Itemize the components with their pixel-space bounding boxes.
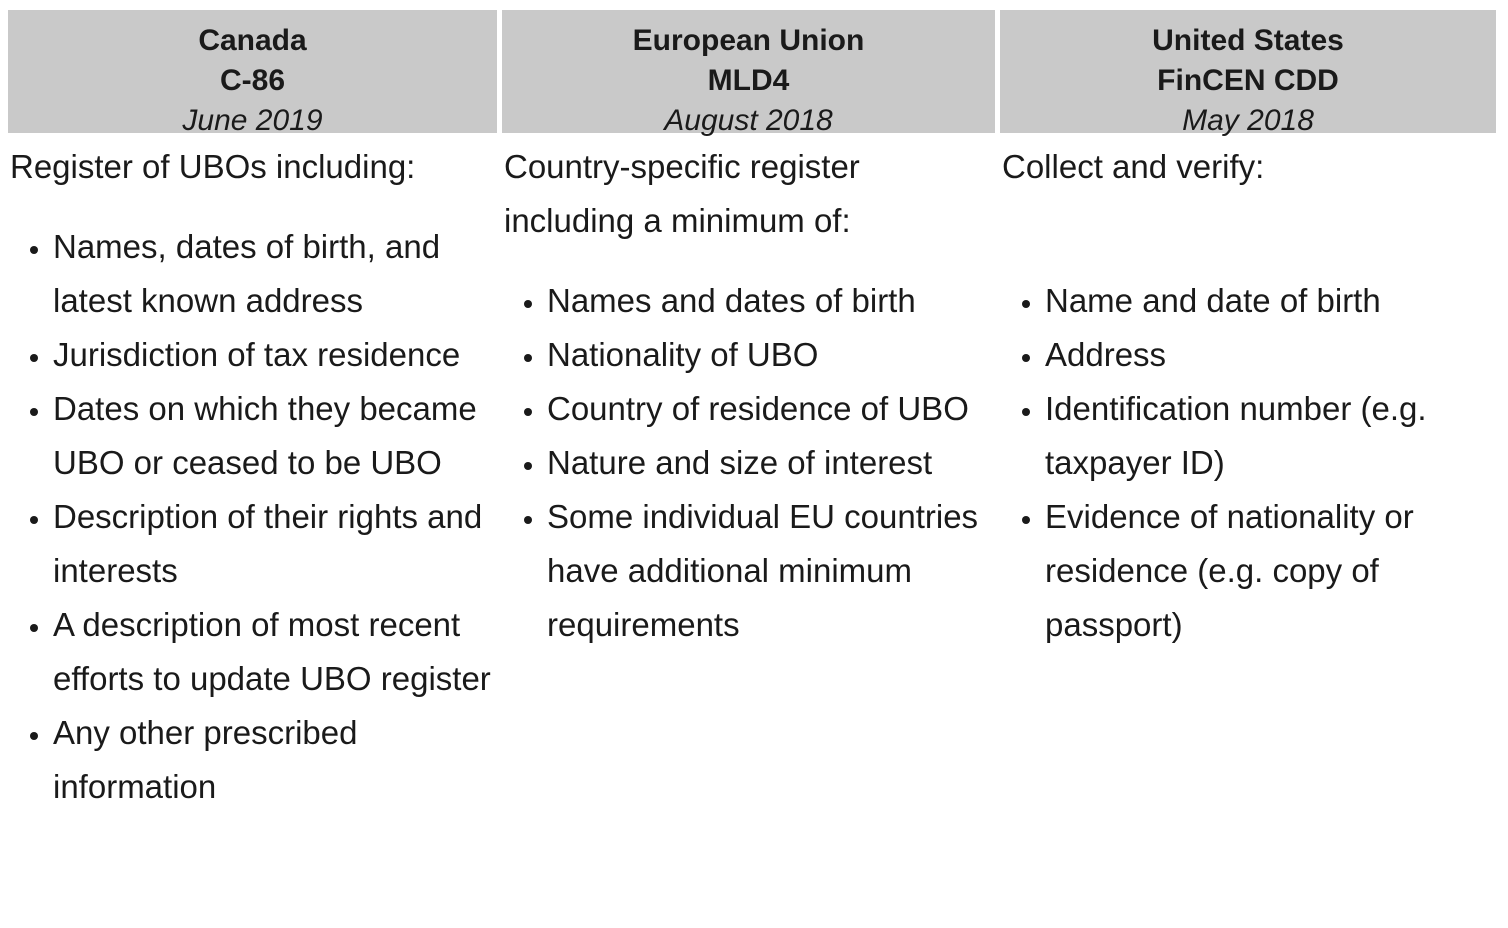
law-name: FinCEN CDD [1157, 64, 1339, 97]
list-item: • Dates on which they became UBO or ceased to be UBO [53, 382, 497, 490]
header-canada [8, 10, 497, 137]
list-item: • Address [1045, 328, 1496, 382]
spacer [8, 194, 497, 220]
list-item: • Names, dates of birth, and latest known address [53, 220, 497, 328]
requirements-list [1000, 274, 1496, 652]
list-item: • Identification number (e.g. taxpayer ID) [1045, 382, 1496, 490]
spacer [1000, 194, 1496, 274]
list-item: • Jurisdiction of tax residence [53, 328, 497, 382]
list-item: • Any other prescribed information [53, 706, 497, 814]
effective-date: June 2019 [182, 104, 323, 137]
list-item: • Country of residence of UBO [547, 382, 995, 436]
body-canada [8, 140, 497, 814]
list-item: • Name and date of birth [1045, 274, 1496, 328]
effective-date: May 2018 [1182, 104, 1314, 137]
list-item: • A description of most recent efforts to update UBO register [53, 598, 497, 706]
spacer [502, 248, 995, 274]
list-item: • Nationality of UBO [547, 328, 995, 382]
list-item: • Evidence of nationality or residence (e.g. copy of passport) [1045, 490, 1496, 652]
body-united-states [1000, 140, 1496, 652]
list-item: • Description of their rights and interests [53, 490, 497, 598]
header-united-states [1000, 10, 1496, 137]
region-title: European Union [632, 24, 865, 57]
list-item: • Some individual EU countries have additional minimum requirements [547, 490, 995, 652]
region-title: Canada [198, 24, 307, 57]
list-item: • Nature and size of interest [547, 436, 995, 490]
requirements-list [502, 274, 995, 652]
column-intro: Collect and verify: [1002, 148, 1265, 185]
requirements-list [8, 220, 497, 814]
law-name: MLD4 [707, 64, 790, 97]
column-intro: Country-specific register including a minimum of: [504, 148, 860, 239]
effective-date: August 2018 [664, 104, 833, 137]
body-european-union [502, 140, 995, 652]
region-title: United States [1152, 24, 1344, 57]
header-european-union [502, 10, 995, 137]
list-item: • Names and dates of birth [547, 274, 995, 328]
law-name: C-86 [219, 64, 286, 97]
column-intro: Register of UBOs including: [10, 148, 416, 185]
